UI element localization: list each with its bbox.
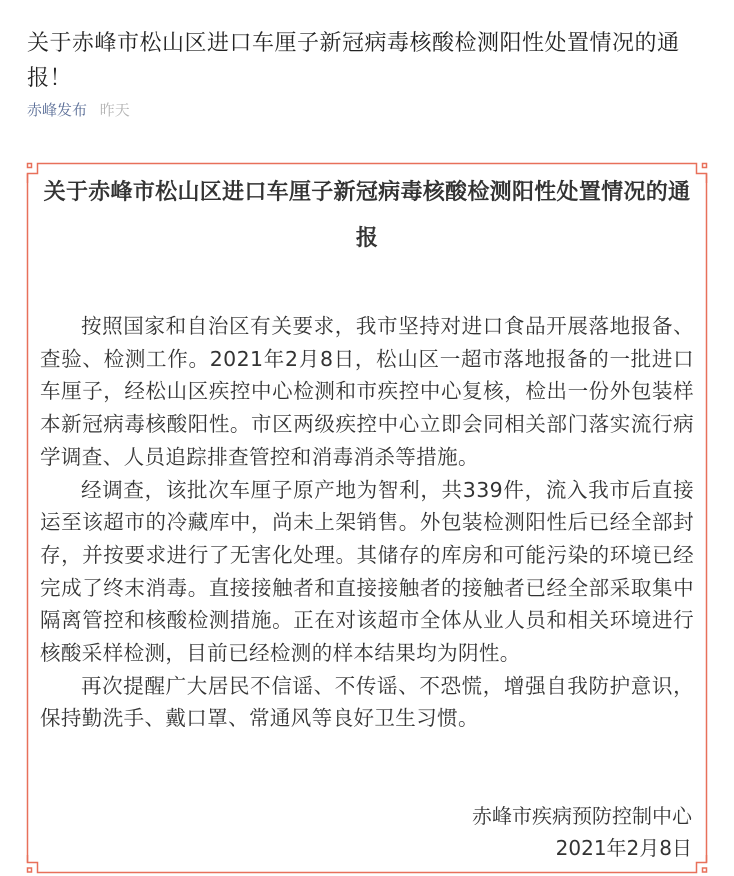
author-link[interactable]: 赤峰发布	[27, 101, 88, 119]
signature-organization: 赤峰市疾病预防控制中心	[472, 804, 692, 828]
signature-date: 2021年2月8日	[555, 836, 692, 860]
paragraph-2: 经调查，该批次车厘子原产地为智利，共339件，流入我市后直接运至该超市的冷藏库中，尚未上架销售。外包装检测阳性后已经全部封存，并按要求进行了无害化处理。其储存的库房和可能污染的环境已经完成了终末消毒。直接接触者和直接接触者的接触者已经全部采取集中隔离管控和核酸检测措施。正在对该超市全体从业人员和相关环境进行核酸采样检测，目前已经检测的样本结果均为阴性。	[40, 477, 694, 666]
article-meta	[27, 100, 130, 120]
paragraph-1: 按照国家和自治区有关要求，我市坚持对进口食品开展落地报备、查验、检测工作。2021年2月8日，松山区一超市落地报备的一批进口车厘子，经松山区疾控中心检测和市疾控中心复核，检出一份外包装样本新冠病毒核酸阳性。市区两级疾控中心立即会同相关部门落实流行病学调查、人员追踪排查管控和消毒消杀等措施。	[40, 314, 694, 469]
article-title: 关于赤峰市松山区进口车厘子新冠病毒核酸检测阳性处置情况的通报！	[27, 31, 680, 91]
paragraph-3: 再次提醒广大居民不信谣、不传谣、不恐慌，增强自我防护意识，保持勤洗手、戴口罩、常通风等良好卫生习惯。	[40, 673, 694, 731]
document-heading: 关于赤峰市松山区进口车厘子新冠病毒核酸检测阳性处置情况的通报	[43, 180, 691, 251]
publish-date: 昨天	[99, 101, 130, 119]
document-body	[40, 310, 694, 735]
